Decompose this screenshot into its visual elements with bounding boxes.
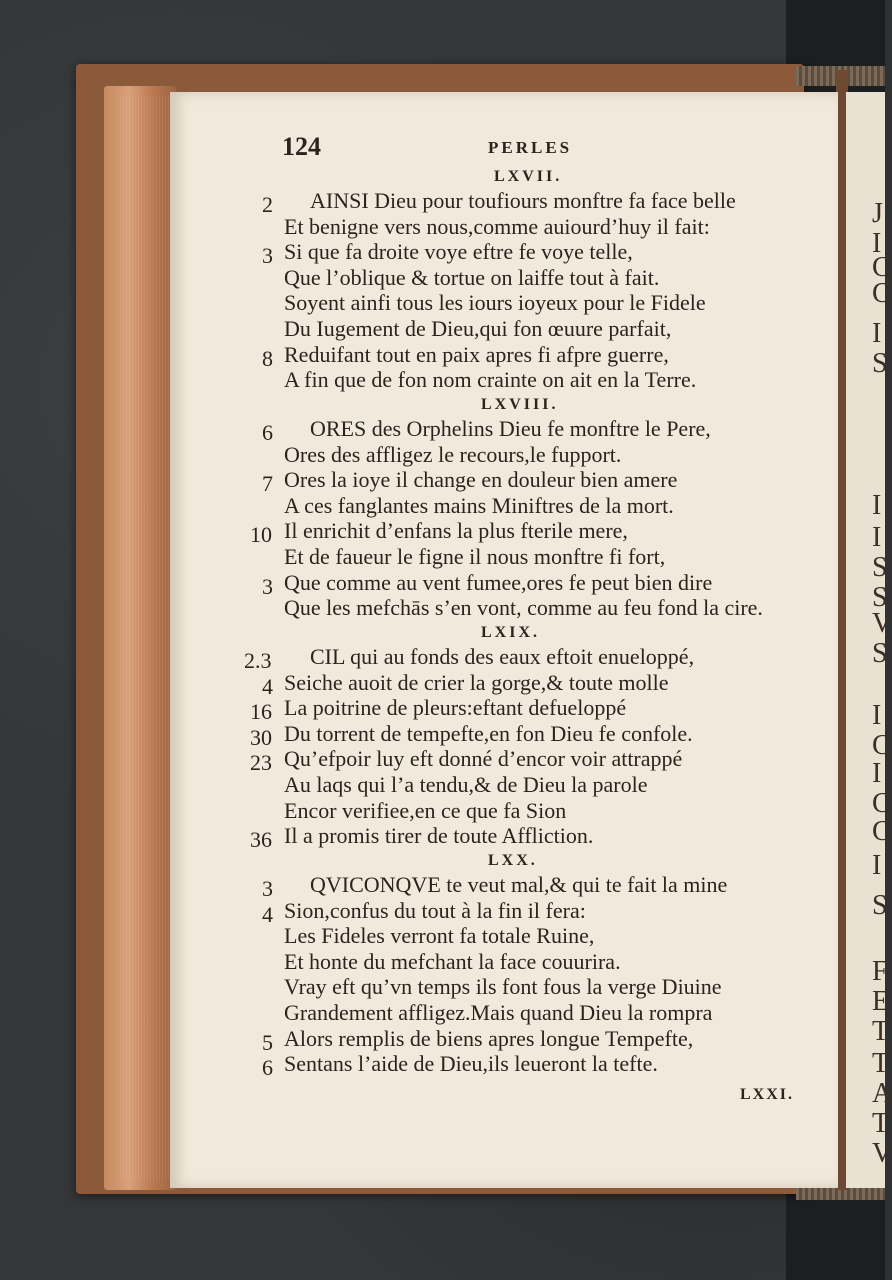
section-heading-lxx: LXX.	[488, 852, 538, 869]
verse-reference-number: 3	[262, 876, 273, 901]
facing-page-letter: V	[872, 1138, 892, 1169]
facing-page-letter: S	[872, 638, 888, 669]
section-heading-lxviii: LXVIII.	[481, 396, 559, 413]
section-heading-lxix: LXIX.	[481, 624, 541, 641]
verse-line: Ores la ioye il change en douleur bien amere	[284, 467, 678, 493]
facing-page-letter: C	[872, 816, 891, 847]
verse-reference-number: 5	[262, 1029, 273, 1055]
facing-page-letter: S	[872, 582, 888, 613]
verse-reference-number: 2.3	[244, 648, 272, 673]
verse-line: Et honte du mefchant la face couurira.	[284, 948, 621, 974]
facing-page-letter: F	[872, 956, 888, 987]
verse-line: Qu’efpoir luy eft donné d’encor voir attrappé	[284, 746, 683, 772]
facing-page-letter: I	[872, 490, 882, 521]
running-head: PERLES	[488, 138, 573, 157]
verse-line: Sentans l’aide de Dieu,ils leueront la tefte.	[284, 1051, 658, 1077]
verse-line: Il enrichit d’enfans la plus fterile mere,	[284, 518, 628, 544]
facing-page-letter: J	[872, 198, 883, 229]
verse-reference-number: 10	[250, 522, 272, 548]
verse-line: A fin que de fon nom crainte on ait en la Terre.	[284, 367, 697, 393]
section-heading-lxvii: LXVII.	[494, 168, 563, 185]
facing-page-letter: A	[872, 1078, 892, 1109]
facing-page-letter: C	[872, 788, 891, 819]
verse-line: Au laqs qui l’a tendu,& de Dieu la parole	[284, 772, 648, 797]
facing-page-letter: V	[872, 608, 892, 639]
verse-line: Si que fa droite voye eftre fe voye telle,	[284, 239, 633, 265]
verse-line: Alors remplis de biens apres longue Tempefte,	[284, 1025, 694, 1051]
verse-reference-number: 16	[250, 699, 272, 725]
verse-line: Grandement affligez.Mais quand Dieu la rompra	[284, 1000, 713, 1025]
facing-page-letter: S	[872, 348, 888, 379]
verse-reference-number: 30	[250, 724, 272, 750]
verse-reference-number: 4	[262, 673, 273, 699]
facing-page-letter: T	[872, 1016, 890, 1047]
verse-line: Sion,confus du tout à la fin il fera:	[284, 897, 586, 923]
verse-reference-number: 6	[262, 1055, 273, 1081]
verse-line: Que les mefchās s’en vont, comme au feu fond la cire.	[284, 595, 763, 621]
verse-line: Les Fideles verront fa totale Ruine,	[284, 923, 595, 949]
facing-page-letter: C	[872, 278, 891, 309]
facing-page-letter: I	[872, 850, 882, 881]
facing-page-letter: S	[872, 890, 888, 921]
verse-reference-number: 3	[262, 243, 273, 269]
facing-page-letter: S	[872, 552, 888, 583]
facing-page-letter: I	[872, 318, 882, 349]
verse-reference-number: 3	[262, 573, 273, 599]
facing-page-letter: T	[872, 1108, 890, 1139]
verse-line: Et benigne vers nous,comme auiourd’huy il fait:	[284, 213, 710, 239]
verse-line: La poitrine de pleurs:eftant defueloppé	[284, 695, 627, 721]
verse-line: Seiche auoit de crier la gorge,& toute molle	[284, 669, 669, 695]
facing-page-letter: E	[872, 986, 890, 1017]
verse-line: Encor verifiee,en ce que fa Sion	[284, 797, 567, 823]
verse-line: QVICONQVE te veut mal,& qui te fait la mine	[310, 872, 728, 897]
verse-line: AINSI Dieu pour toufiours monftre fa face belle	[310, 188, 736, 213]
facing-page-letter: T	[872, 1048, 890, 1079]
facing-page-letter: C	[872, 730, 891, 761]
verse-line: Vray eft qu’vn temps ils font fous la verge Diuine	[284, 974, 722, 1000]
facing-page-letter: I	[872, 700, 882, 731]
verse-reference-number: 2	[262, 192, 273, 217]
verse-reference-number: 8	[262, 345, 273, 371]
facing-page-letter: I	[872, 228, 882, 259]
verse-line: Reduifant tout en paix apres fi afpre guerre,	[284, 341, 669, 367]
facing-page-letter: I	[872, 522, 882, 553]
verse-reference-number: 36	[250, 827, 272, 853]
catchword: LXXI.	[740, 1086, 795, 1103]
verse-line: A ces fanglantes mains Miniftres de la mort.	[284, 492, 674, 518]
verse-line: Ores des affligez le recours,le fupport.	[284, 441, 622, 467]
page-edge-texture	[120, 96, 170, 1180]
verse-line: Du Iugement de Dieu,qui fon œuure parfait,	[284, 316, 672, 341]
facing-page-fragment	[846, 92, 892, 1188]
verse-line: CIL qui au fonds des eaux eftoit enueloppé,	[310, 644, 695, 669]
verse-line: ORES des Orphelins Dieu fe monftre le Pere,	[310, 416, 711, 441]
facing-page-letter: C	[872, 252, 891, 283]
facing-page-letter: I	[872, 758, 882, 789]
verse-reference-number: 4	[262, 901, 273, 927]
verse-line: Que l’oblique & tortue on laiffe tout à fait.	[284, 264, 660, 290]
verse-line: Et de faueur le figne il nous monftre fi fort,	[284, 544, 666, 569]
verse-reference-number: 6	[262, 420, 273, 445]
verse-line: Soyent ainfi tous les iours ioyeux pour le Fidele	[284, 290, 706, 316]
verse-line: Que comme au vent fumee,ores fe peut bien dire	[284, 569, 713, 595]
verse-line: Du torrent de tempefte,en fon Dieu fe confole.	[284, 720, 693, 746]
page-number: 124	[282, 132, 321, 161]
verse-line: Il a promis tirer de toute Affliction.	[284, 823, 594, 849]
verse-reference-number: 23	[250, 750, 272, 776]
verse-reference-number: 7	[262, 471, 273, 497]
